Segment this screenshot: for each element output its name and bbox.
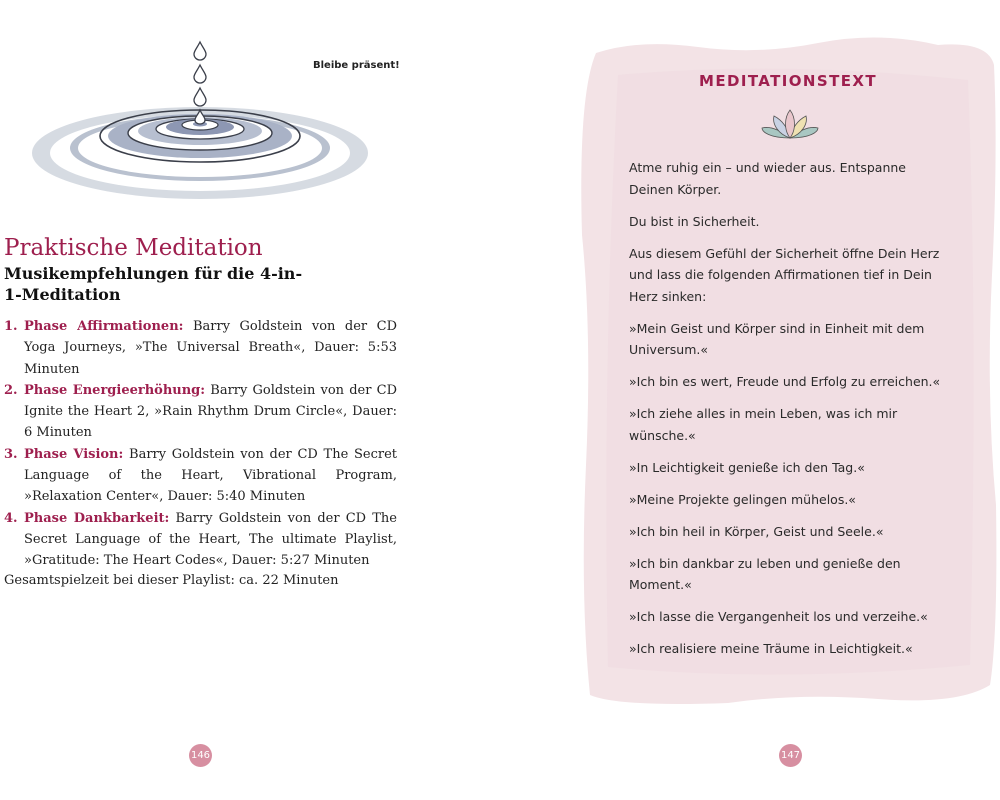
affirmation: »Ich bin heil in Körper, Geist und Seele.« xyxy=(629,523,884,539)
phase-number: 3. xyxy=(4,446,18,462)
phase-number: 1. xyxy=(4,319,18,334)
phase-text: Barry Goldstein von der CD Yoga Journeys, »The Universal Breath«, Dauer: 5:53 Minuten xyxy=(24,319,398,377)
phase-name: Phase Affirmationen: xyxy=(24,319,184,334)
meditation-text xyxy=(629,157,954,670)
phase-name: Phase Dankbarkeit: xyxy=(24,510,170,526)
affirmation: »Mein Geist und Körper sind in Einheit mit dem Universum.« xyxy=(629,320,925,357)
affirmation: »Ich ziehe alles in mein Leben, was ich mir wünsche.« xyxy=(629,406,898,443)
list-item xyxy=(4,444,397,508)
phase-text: Barry Goldstein von der CD The Secret Language of the Heart, The ultimate Playlist, »Gratitude: The Heart Codes«, Dauer: 5:27 Minuten xyxy=(24,510,397,569)
phase-text: Barry Goldstein von der CD The Secret Language of the Heart, Vibrational Program, »Relaxation Center«, Dauer: 5:40 Minuten xyxy=(24,446,397,505)
phase-text: Barry Goldstein von der CD Ignite the Heart 2, »Rain Rhythm Drum Circle«, Dauer: 6 Minuten xyxy=(24,382,397,441)
list-item xyxy=(4,316,397,380)
meditation-heading: MEDITATIONSTEXT xyxy=(699,72,877,90)
page-number: 147 xyxy=(779,744,802,767)
affirmation: »Ich bin es wert, Freude und Erfolg zu erreichen.« xyxy=(629,374,941,389)
right-page xyxy=(500,0,1000,800)
page-number: 146 xyxy=(189,744,212,767)
affirmation: »Ich bin dankbar zu leben und genieße den Moment.« xyxy=(629,555,901,592)
page-title: Praktische Meditation xyxy=(4,235,263,261)
phase-number: 4. xyxy=(4,510,18,526)
list-item xyxy=(4,508,397,572)
meditation-paragraph: Aus diesem Gefühl der Sicherheit öffne Dein Herz und lass die folgenden Affirmationen tief in Dein Herz sinken: xyxy=(629,245,940,304)
phase-number: 2. xyxy=(4,382,18,398)
total-playtime: Gesamtspielzeit bei dieser Playlist: ca. 22 Minuten xyxy=(4,573,339,588)
affirmation: »Meine Projekte gelingen mühelos.« xyxy=(629,491,856,507)
phase-name: Phase Vision: xyxy=(24,446,124,462)
phase-name: Phase Energieerhöhung: xyxy=(24,382,206,398)
affirmation: »Ich realisiere meine Träume in Leichtigkeit.« xyxy=(629,641,913,656)
meditation-paragraph: Du bist in Sicherheit. xyxy=(629,213,760,229)
meditation-paragraph: Atme ruhig ein – und wieder aus. Entspanne Deinen Körper. xyxy=(629,160,907,197)
affirmation: »In Leichtigkeit genieße ich den Tag.« xyxy=(629,459,865,475)
illustration-caption: Bleibe präsent! xyxy=(313,60,400,71)
page-subtitle: Musikempfehlungen für die 4-in-1-Meditation xyxy=(4,264,303,304)
affirmation: »Ich lasse die Vergangenheit los und verzeihe.« xyxy=(629,609,928,624)
phase-list xyxy=(4,316,397,572)
list-item xyxy=(4,380,397,444)
lotus-icon xyxy=(760,108,820,142)
